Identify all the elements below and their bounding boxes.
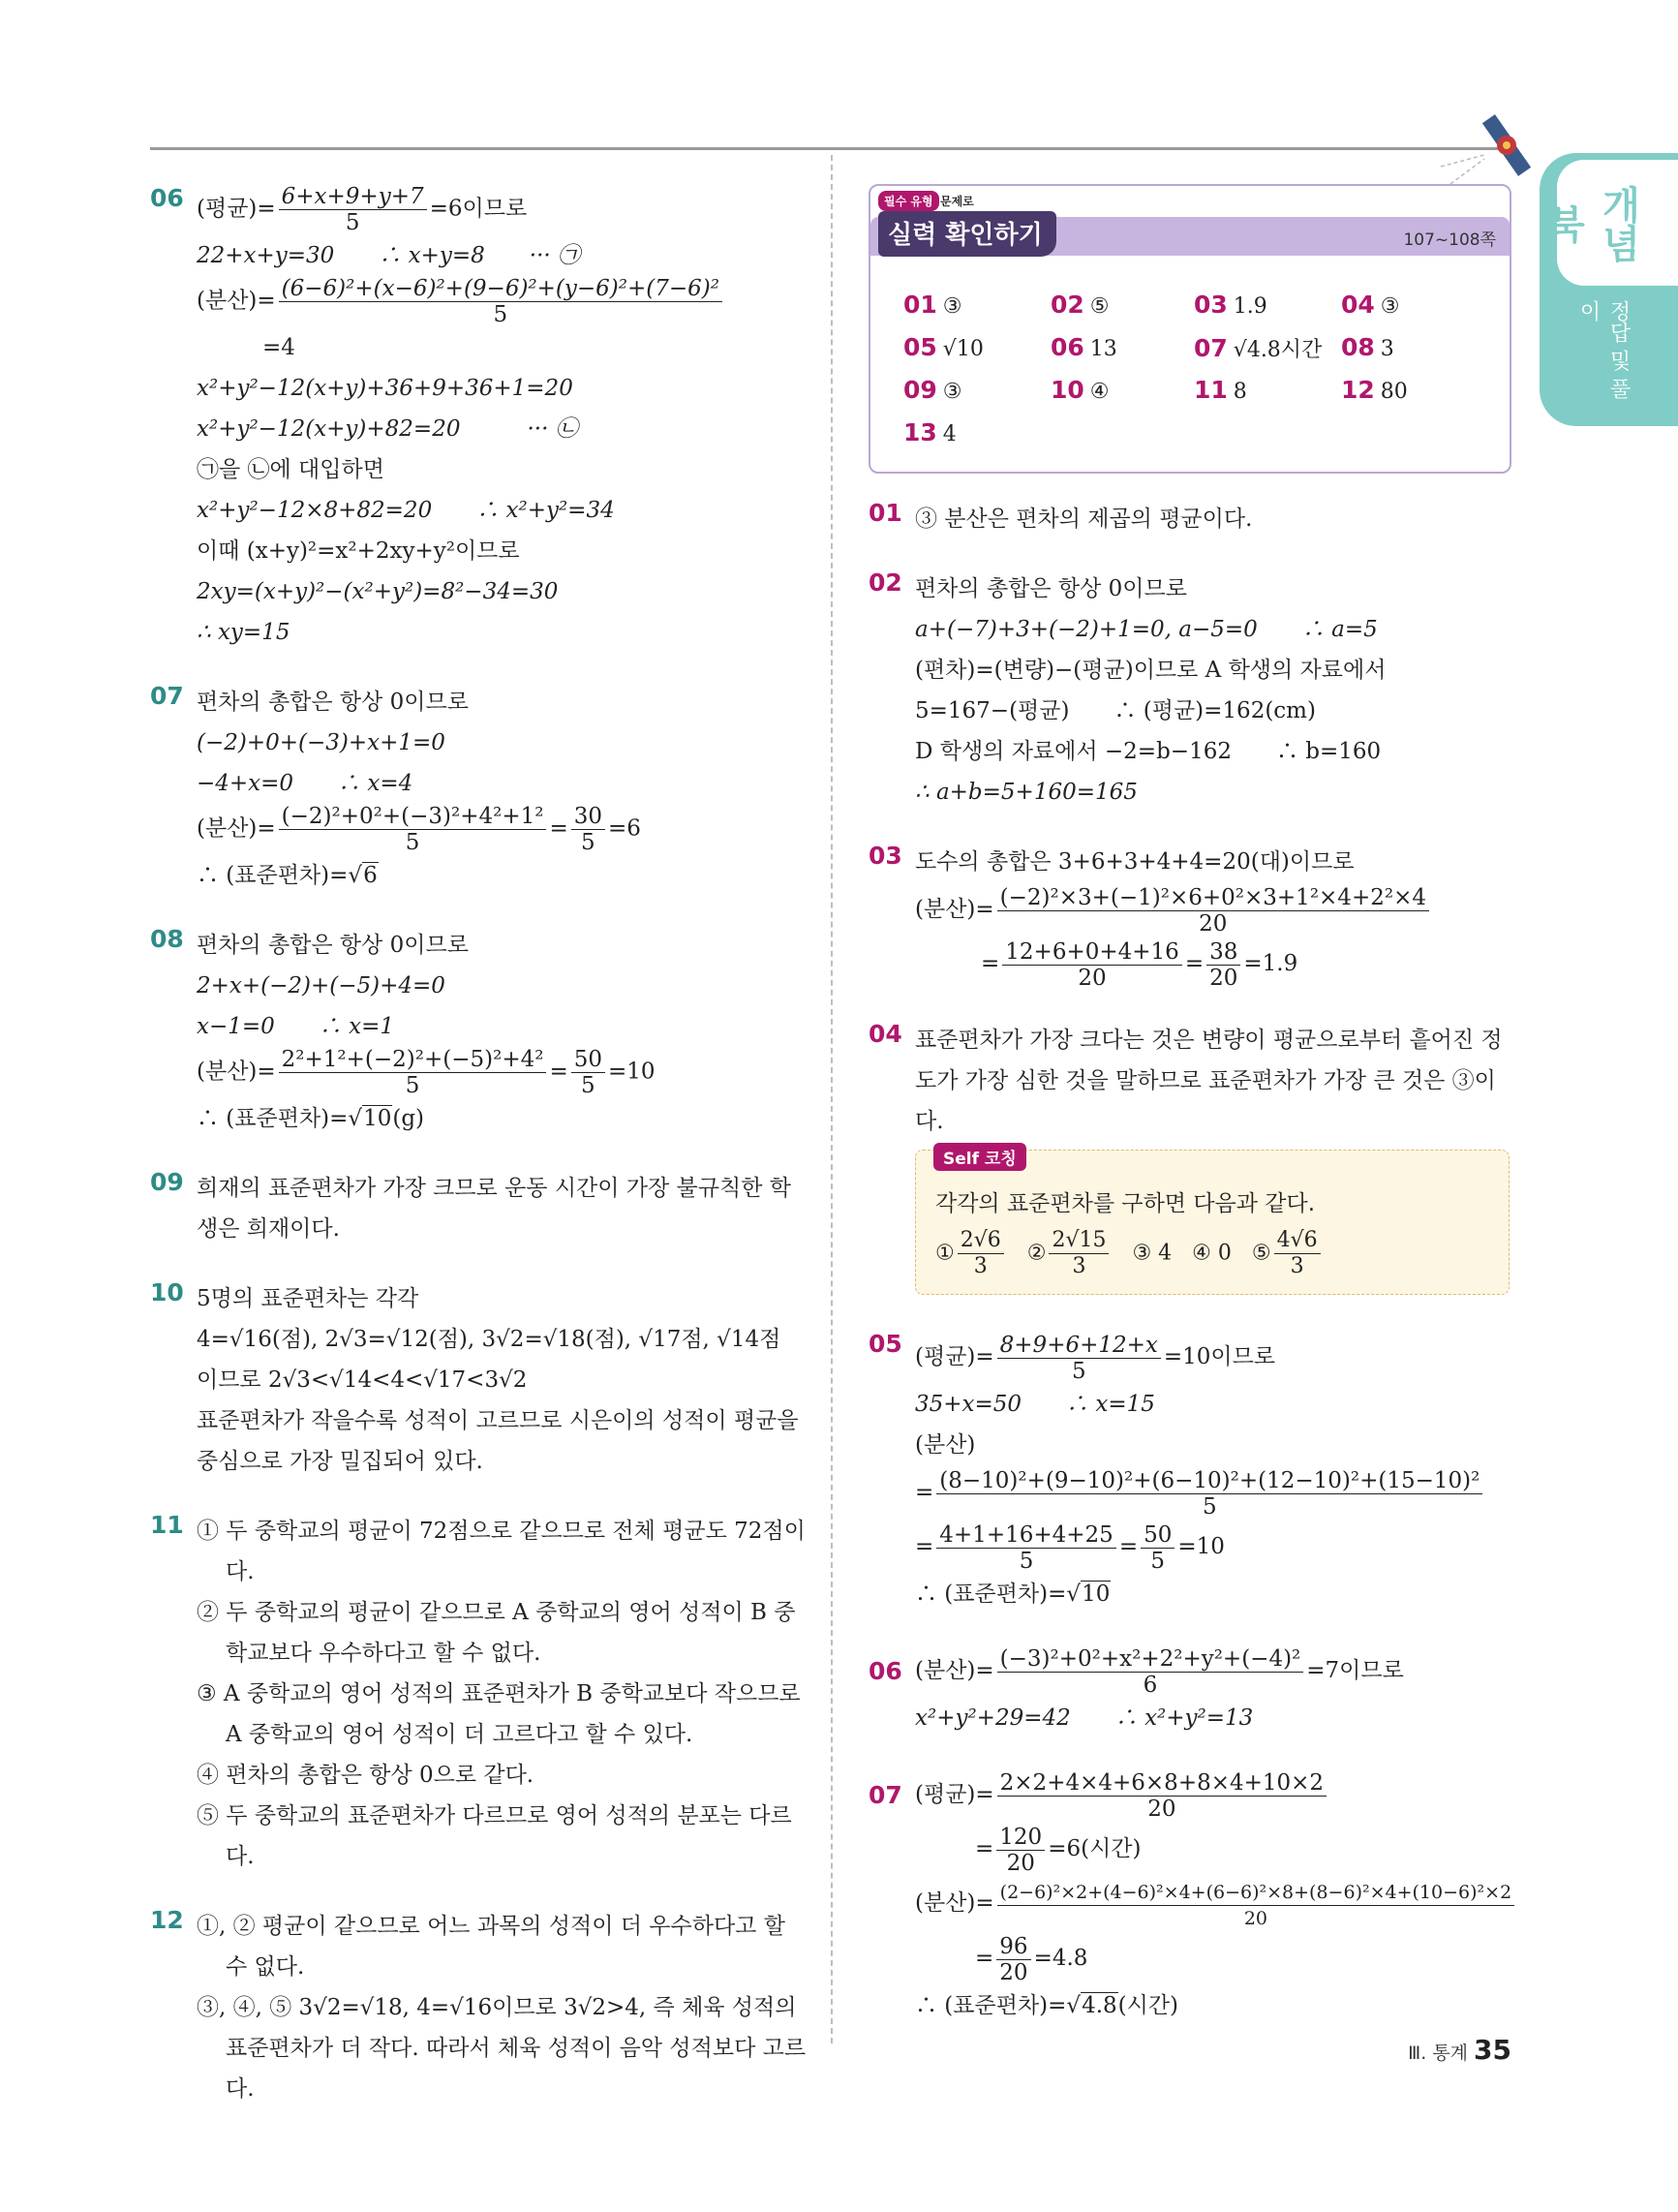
choice-4: ④ 편차의 총합은 항상 0으로 같다. bbox=[197, 1763, 534, 1788]
problem-number: 07 bbox=[869, 1781, 902, 1809]
page-footer bbox=[1408, 2034, 1511, 2066]
page-number: 35 bbox=[1474, 2034, 1511, 2066]
problem-number: 10 bbox=[150, 1278, 184, 1306]
problem-number: 03 bbox=[869, 842, 902, 870]
solution-06 bbox=[150, 184, 808, 653]
text: =4.8 bbox=[1033, 1946, 1088, 1971]
answer-item: 13 4 bbox=[903, 418, 957, 446]
text: =1.9 bbox=[1243, 951, 1298, 976]
answer-item: 03 1.9 bbox=[1194, 291, 1267, 319]
equation-line: 2+x+(−2)+(−5)+4=0 bbox=[197, 973, 445, 998]
equation-line: x²+y²−12(x+y)+36+9+36+1=20 bbox=[197, 376, 573, 401]
solution-11 bbox=[150, 1511, 808, 1877]
radicand: 4.8 bbox=[1082, 1993, 1117, 2018]
text: = bbox=[981, 951, 1000, 976]
text: = bbox=[1118, 1534, 1139, 1559]
self-coaching-text: 각각의 표준편차를 구하면 다음과 같다. bbox=[935, 1191, 1316, 1216]
problem-number: 06 bbox=[150, 184, 184, 212]
text: ∴ (표준편차)=√ bbox=[915, 1993, 1082, 2018]
fraction: $\frac{38}{20}$ bbox=[1206, 939, 1240, 991]
answer-item: 02 ⑤ bbox=[1051, 291, 1110, 319]
fraction: $\frac{\text{2²+1²+(−2)²+(−5)²+4²}}{5}$ bbox=[279, 1047, 547, 1098]
problem-number: 05 bbox=[869, 1330, 902, 1358]
solution-r07 bbox=[869, 1767, 1517, 2026]
answer-item: 06 13 bbox=[1051, 333, 1117, 361]
text: = bbox=[1184, 951, 1205, 976]
text: (분산)= bbox=[197, 1059, 276, 1085]
text-line: 편차의 총합은 항상 0이므로 bbox=[197, 690, 469, 715]
equation-line: ∴ xy=15 bbox=[197, 620, 290, 645]
equation-line: x²+y²+29=42 ∴ x²+y²=13 bbox=[915, 1705, 1254, 1731]
text-line: 도수의 총합은 3+6+3+4+4=20(대)이므로 bbox=[915, 849, 1355, 875]
problem-number: 06 bbox=[869, 1657, 902, 1685]
problem-number: 04 bbox=[869, 1020, 902, 1048]
equation-line: 5=167−(평균) ∴ (평균)=162(cm) bbox=[915, 698, 1316, 723]
radicand: 6 bbox=[363, 863, 378, 888]
choice-2: ② 두 중학교의 평균이 같으므로 A 중학교의 영어 성적이 B 중학교보다 우수하다고 할 수 없다. bbox=[197, 1600, 796, 1666]
text: (시간) bbox=[1117, 1993, 1179, 2018]
equation-line: 이므로 2√3<√14<4<√17<3√2 bbox=[197, 1367, 528, 1393]
box-tag-2: 문제로 bbox=[940, 195, 974, 208]
solution-09 bbox=[150, 1168, 808, 1249]
solution-07 bbox=[150, 682, 808, 896]
text-line: ㉠을 ㉡에 대입하면 bbox=[197, 457, 384, 482]
box-pages: 107~108쪽 bbox=[1403, 230, 1496, 250]
fraction: $\frac{\text{(8−10)²+(9−10)²+(6−10)²+(12−10)²+(15−10)²}}{5}$ bbox=[936, 1468, 1482, 1520]
text: = bbox=[975, 1946, 994, 1971]
text: =6(시간) bbox=[1048, 1836, 1142, 1861]
left-column bbox=[150, 184, 808, 2138]
equation-line: ∴ a+b=5+160=165 bbox=[915, 780, 1138, 805]
text-line: (편차)=(변량)−(평균)이므로 A 학생의 자료에서 bbox=[915, 658, 1387, 683]
text: ∴ (표준편차)=√ bbox=[197, 863, 363, 888]
text: = bbox=[915, 1480, 934, 1505]
radicand: 10 bbox=[1082, 1582, 1111, 1607]
solution-08 bbox=[150, 925, 808, 1139]
chapter-label: Ⅲ. 통계 bbox=[1408, 2043, 1469, 2064]
choice-5: ⑤ 두 중학교의 표준편차가 다르므로 영어 성적의 분포는 다르다. bbox=[197, 1803, 792, 1869]
text: =10이므로 bbox=[1163, 1344, 1276, 1369]
text: =6이므로 bbox=[429, 196, 528, 222]
text: (분산)= bbox=[915, 1890, 994, 1916]
answer-item: 07 √4.8시간 bbox=[1194, 334, 1323, 362]
answer-item: 01 ③ bbox=[903, 291, 962, 319]
text: (평균)= bbox=[915, 1344, 994, 1369]
fraction: $\frac{4+1+16+4+25}{5}$ bbox=[936, 1522, 1116, 1574]
problem-number: 09 bbox=[150, 1168, 184, 1196]
equation-line: D 학생의 자료에서 −2=b−162 ∴ b=160 bbox=[915, 739, 1382, 764]
text: = bbox=[549, 815, 568, 842]
solution-r03 bbox=[869, 842, 1517, 991]
answer-box bbox=[869, 184, 1511, 474]
answer-item: 10 ④ bbox=[1051, 376, 1110, 404]
self-coaching-box bbox=[915, 1150, 1510, 1295]
text-line: 5명의 표준편차는 각각 bbox=[197, 1286, 419, 1311]
text: ∴ (표준편차)=√ bbox=[197, 1106, 363, 1131]
answer-item: 09 ③ bbox=[903, 376, 962, 404]
satellite-icon bbox=[1431, 108, 1538, 196]
equation-line: =4 bbox=[262, 335, 295, 360]
equation-line: x−1=0 ∴ x=1 bbox=[197, 1014, 394, 1039]
fraction: $\frac{\text{(−3)²+0²+x²+2²+y²+(−4)²}}{6}$ bbox=[997, 1646, 1304, 1698]
text: = bbox=[549, 1059, 568, 1085]
text: ∴ (표준편차)=√ bbox=[915, 1582, 1082, 1607]
solution-r06 bbox=[869, 1644, 1517, 1738]
fraction: $\frac{\text{(−2)²×3+(−1)²×6+0²×3+1²×4+2²×4}}{20}$ bbox=[997, 885, 1429, 937]
equation-line: 4=√16(점), 2√3=√12(점), 3√2=√18(점), √17점, √14점 bbox=[197, 1327, 781, 1352]
problem-number: 02 bbox=[869, 568, 902, 597]
problem-number: 01 bbox=[869, 499, 902, 527]
text: =10 bbox=[608, 1059, 656, 1085]
text: =6 bbox=[608, 815, 641, 842]
equation-line: 2xy=(x+y)²−(x²+y²)=8²−34=30 bbox=[197, 579, 559, 604]
answer-item: 12 80 bbox=[1341, 376, 1408, 404]
answer-item: 08 3 bbox=[1341, 333, 1394, 361]
fraction: $\frac{50}{5}$ bbox=[1141, 1522, 1175, 1574]
text-line: 표준편차가 가장 크다는 것은 변량이 평균으로부터 흩어진 정도가 가장 심한 것을 말하므로 표준편차가 가장 큰 것은 ③이다. bbox=[915, 1028, 1503, 1134]
choice-1-2: ①, ② 평균이 같으므로 어느 과목의 성적이 더 우수하다고 할 수 없다. bbox=[197, 1914, 785, 1980]
text: (분산)= bbox=[915, 1658, 994, 1683]
box-title: 실력 확인하기 bbox=[878, 211, 1056, 257]
choice-3-4-5: ③, ④, ⑤ 3√2=√18, 4=√16이므로 3√2>4, 즉 체육 성적의 표준편차가 더 작다. 따라서 체육 성적이 음악 성적보다 고르다. bbox=[197, 1995, 807, 2102]
text: (분산)= bbox=[915, 897, 994, 922]
fraction: $\frac{\text{(6−6)²+(x−6)²+(9−6)²+(y−6)²+(7−6)²}}{5}$ bbox=[279, 276, 722, 327]
self-coaching-values: ① $\frac{2√6}{3}$ ② $\frac{2√15}{3}$ ③ 4 ④ 0 ⑤ $\frac{4√6}{3}$ bbox=[935, 1228, 1324, 1279]
fraction: $\frac{12+6+0+4+16}{20}$ bbox=[1002, 939, 1182, 991]
solution-r02 bbox=[869, 568, 1517, 813]
text-line: 편차의 총합은 항상 0이므로 bbox=[915, 576, 1187, 601]
equation-line: 22+x+y=30 ∴ x+y=8 ··· ㉠ bbox=[197, 243, 581, 268]
fraction: $\frac{96}{20}$ bbox=[996, 1934, 1030, 1985]
text: (평균)= bbox=[197, 196, 276, 222]
equation-line: x²+y²−12(x+y)+82=20 ··· ㉡ bbox=[197, 416, 578, 442]
answer-item: 04 ③ bbox=[1341, 291, 1400, 319]
text-line: (분산) bbox=[915, 1432, 976, 1458]
equation-line: (−2)+0+(−3)+x+1=0 bbox=[197, 730, 445, 755]
fraction: $\frac{50}{5}$ bbox=[571, 1047, 605, 1098]
text: = bbox=[915, 1534, 934, 1559]
fraction: $\frac{\text{(2−6)²×2+(4−6)²×4+(6−6)²×8+(8−6)²×4+(10−6)²×2}}{20}$ bbox=[997, 1880, 1515, 1931]
problem-number: 08 bbox=[150, 925, 184, 953]
solution-12 bbox=[150, 1906, 808, 2109]
text: =10 bbox=[1177, 1534, 1225, 1559]
equation-line: 35+x=50 ∴ x=15 bbox=[915, 1392, 1155, 1417]
solution-r01 bbox=[869, 499, 1517, 539]
text: (g) bbox=[392, 1106, 425, 1131]
self-coaching-tag: Self 코칭 bbox=[933, 1143, 1026, 1171]
column-divider bbox=[831, 155, 833, 2043]
text: (분산)= bbox=[197, 815, 276, 842]
text: (분산)= bbox=[197, 288, 276, 314]
answer-item: 05 √10 bbox=[903, 333, 984, 361]
fraction: $\frac{120}{20}$ bbox=[996, 1825, 1045, 1876]
top-rule bbox=[150, 147, 1515, 150]
side-tab-subtitle: 정답 및 풀이 bbox=[1576, 300, 1631, 399]
fraction: $\frac{6+x+9+y+7}{5}$ bbox=[279, 184, 427, 235]
text: =7이므로 bbox=[1306, 1658, 1404, 1683]
equation-line: a+(−7)+3+(−2)+1=0, a−5=0 ∴ a=5 bbox=[915, 617, 1378, 642]
equation-line: x²+y²−12×8+82=20 ∴ x²+y²=34 bbox=[197, 498, 615, 523]
problem-number: 11 bbox=[150, 1511, 184, 1539]
problem-number: 12 bbox=[150, 1906, 184, 1934]
box-tag: 필수 유형 bbox=[878, 191, 939, 211]
solution-r05 bbox=[869, 1330, 1517, 1614]
equation-line: −4+x=0 ∴ x=4 bbox=[197, 771, 413, 796]
text-line: 희재의 표준편차가 가장 크므로 운동 시간이 가장 불규칙한 학생은 희재이다. bbox=[197, 1176, 791, 1242]
fraction: $\frac{30}{5}$ bbox=[571, 804, 605, 855]
right-column bbox=[869, 499, 1517, 2055]
solution-r04 bbox=[869, 1020, 1517, 1295]
answer-item: 11 8 bbox=[1194, 376, 1247, 404]
fraction: $\frac{2\times 2+4\times 4+6\times 8+8\times 4+10\times 2}{20}$ bbox=[997, 1770, 1327, 1822]
text-line: 표준편차가 작을수록 성적이 고르므로 시은이의 성적이 평균을 중심으로 가장 밀집되어 있다. bbox=[197, 1408, 799, 1474]
text-line: ③ 분산은 편차의 제곱의 평균이다. bbox=[915, 507, 1253, 532]
solution-10 bbox=[150, 1278, 808, 1482]
equation-line: 이때 (x+y)²=x²+2xy+y²이므로 bbox=[197, 538, 520, 564]
choice-1: ① 두 중학교의 평균이 72점으로 같으므로 전체 평균도 72점이다. bbox=[197, 1519, 806, 1584]
fraction: $\frac{\text{(−2)²+0²+(−3)²+4²+1²}}{5}$ bbox=[279, 804, 547, 855]
text: = bbox=[975, 1836, 994, 1861]
radicand: 10 bbox=[363, 1106, 392, 1131]
problem-number: 07 bbox=[150, 682, 184, 710]
text-line: 편차의 총합은 항상 0이므로 bbox=[197, 933, 469, 958]
text: (평균)= bbox=[915, 1782, 994, 1807]
side-tab-title: 개념북 bbox=[1541, 185, 1640, 262]
fraction: $\frac{8+9+6+12+x}{5}$ bbox=[997, 1333, 1161, 1384]
choice-3: ③ A 중학교의 영어 성적의 표준편차가 B 중학교보다 작으므로 A 중학교의 영어 성적이 더 고르다고 할 수 있다. bbox=[197, 1681, 801, 1747]
